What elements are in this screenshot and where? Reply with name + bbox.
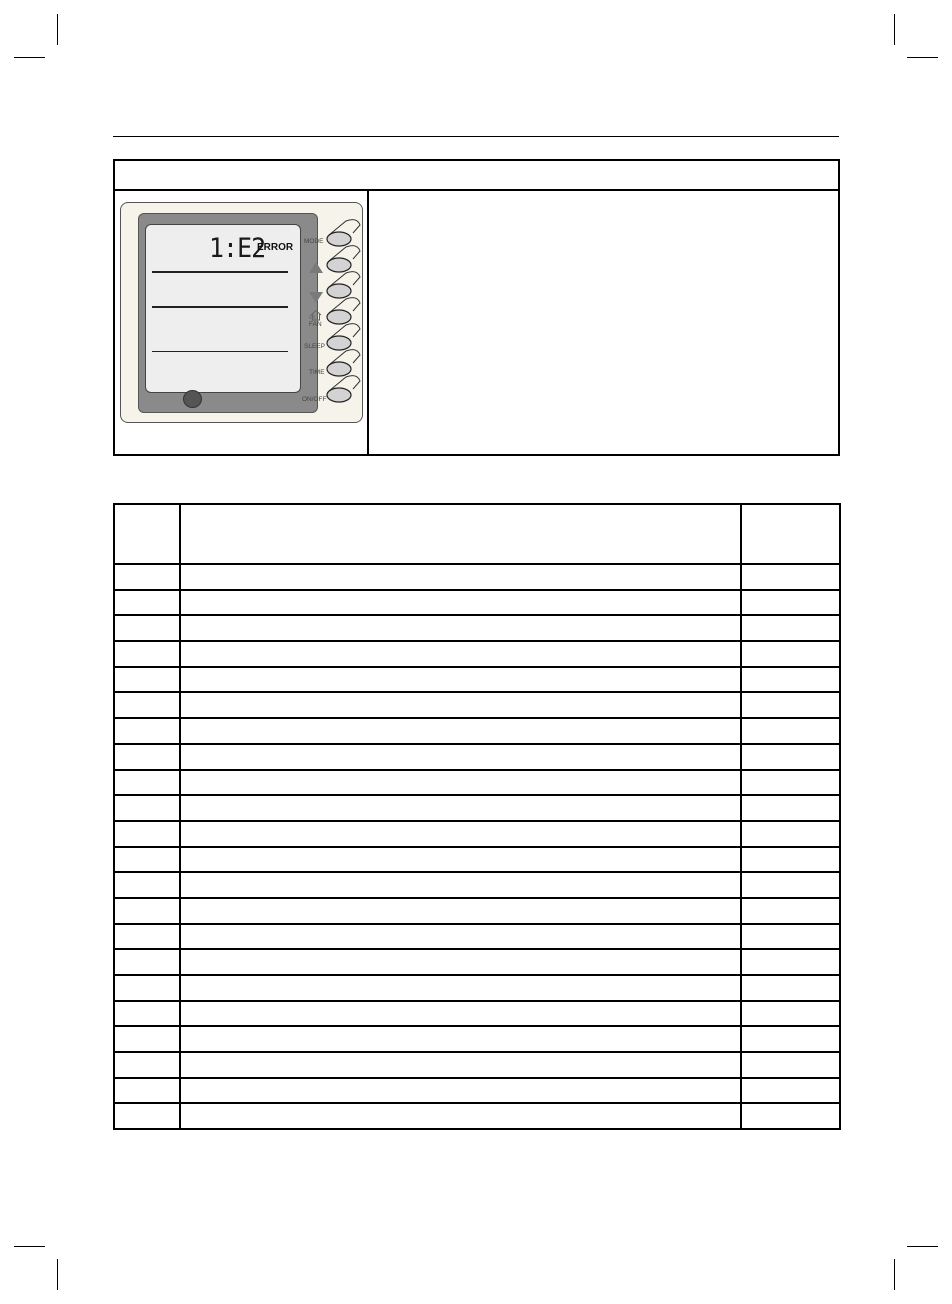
table-cell <box>180 692 741 718</box>
table-cell <box>180 718 741 744</box>
table-cell <box>114 1026 180 1052</box>
crop-mark <box>907 1246 938 1247</box>
header-cell-remark <box>741 504 840 564</box>
table-cell <box>114 744 180 770</box>
table-row <box>114 898 840 924</box>
table-cell <box>180 770 741 796</box>
table-cell <box>114 924 180 950</box>
table-cell <box>180 590 741 616</box>
table-row <box>114 564 840 590</box>
table-row <box>114 1052 840 1078</box>
sleep-button-label: SLEEP <box>304 343 325 350</box>
table-cell <box>180 667 741 693</box>
fan-button[interactable] <box>327 298 360 324</box>
table-cell <box>114 692 180 718</box>
table-row <box>114 975 840 1001</box>
table-cell <box>180 744 741 770</box>
header-cell-description <box>180 504 741 564</box>
table-cell <box>741 641 840 667</box>
table-cell <box>741 564 840 590</box>
up-button[interactable] <box>327 246 360 272</box>
table-cell <box>114 641 180 667</box>
fan-house-icon <box>309 309 323 321</box>
table-cell <box>114 847 180 873</box>
table-row <box>114 1026 840 1052</box>
crop-mark <box>907 57 938 58</box>
table-cell <box>114 1052 180 1078</box>
table-row <box>114 1078 840 1104</box>
crop-mark <box>894 1259 895 1290</box>
table-row <box>114 770 840 796</box>
table-cell <box>114 821 180 847</box>
figure-column-divider <box>367 191 369 454</box>
table-cell <box>114 770 180 796</box>
table-cell <box>114 718 180 744</box>
table-cell <box>180 641 741 667</box>
lcd-divider <box>152 306 288 308</box>
table-cell <box>114 615 180 641</box>
up-arrow-icon <box>309 262 323 273</box>
table-cell <box>741 847 840 873</box>
table-cell <box>741 924 840 950</box>
onoff-button-label: ON/OFF <box>302 396 327 403</box>
time-button-label: TIME <box>309 369 325 376</box>
table-cell <box>741 770 840 796</box>
table-cell <box>114 795 180 821</box>
table-cell <box>114 1103 180 1129</box>
table-row <box>114 718 840 744</box>
crop-mark <box>894 14 895 45</box>
table-cell <box>180 1001 741 1027</box>
table-cell <box>180 898 741 924</box>
figure-header-row <box>115 161 838 191</box>
table-cell <box>741 1052 840 1078</box>
table-cell <box>741 1001 840 1027</box>
table-cell <box>114 975 180 1001</box>
table-cell <box>114 872 180 898</box>
table-cell <box>114 667 180 693</box>
crop-mark <box>57 1259 58 1290</box>
table-cell <box>180 1103 741 1129</box>
down-arrow-icon <box>309 292 323 303</box>
table-cell <box>741 718 840 744</box>
lcd-divider <box>152 351 288 352</box>
table-cell <box>114 949 180 975</box>
table-row <box>114 667 840 693</box>
time-button[interactable] <box>327 350 360 376</box>
mode-button-label: MODE <box>304 238 324 245</box>
header-rule <box>113 136 839 137</box>
table-header-row <box>114 504 840 564</box>
table-row <box>114 872 840 898</box>
table-cell <box>741 821 840 847</box>
table-cell <box>180 615 741 641</box>
table-cell <box>741 744 840 770</box>
table-cell <box>741 590 840 616</box>
table-row <box>114 821 840 847</box>
sleep-button[interactable] <box>327 324 360 350</box>
lcd-screen <box>145 224 301 393</box>
table-row <box>114 847 840 873</box>
table-cell <box>741 795 840 821</box>
mode-button[interactable] <box>327 220 360 246</box>
table-row <box>114 795 840 821</box>
table-cell <box>180 975 741 1001</box>
table-cell <box>180 924 741 950</box>
table-cell <box>741 898 840 924</box>
header-cell-code <box>114 504 180 564</box>
down-button[interactable] <box>327 272 360 298</box>
error-code-table <box>113 503 841 1130</box>
table-cell <box>180 1052 741 1078</box>
crop-mark <box>14 1246 45 1247</box>
table-cell <box>741 949 840 975</box>
crop-mark <box>14 57 45 58</box>
table-cell <box>180 847 741 873</box>
table-cell <box>741 1026 840 1052</box>
table-cell <box>114 590 180 616</box>
table-cell <box>741 1078 840 1104</box>
lcd-divider <box>152 271 288 273</box>
table-row <box>114 1001 840 1027</box>
table-row <box>114 949 840 975</box>
table-cell <box>180 1078 741 1104</box>
table-cell <box>741 1103 840 1129</box>
table-row <box>114 641 840 667</box>
sensor-dot <box>183 390 202 408</box>
table-cell <box>180 564 741 590</box>
controller-buttons <box>323 219 363 415</box>
table-cell <box>114 1078 180 1104</box>
table-cell <box>741 872 840 898</box>
table-row <box>114 744 840 770</box>
table-cell <box>180 795 741 821</box>
table-cell <box>741 667 840 693</box>
table-row <box>114 692 840 718</box>
table-cell <box>180 1026 741 1052</box>
lcd-error-label: ERROR <box>257 242 294 253</box>
lcd-error-code: 1:E2 <box>209 233 266 264</box>
onoff-button[interactable] <box>327 376 360 402</box>
table-row <box>114 590 840 616</box>
table-cell <box>114 898 180 924</box>
table-cell <box>741 692 840 718</box>
table-cell <box>114 1001 180 1027</box>
table-cell <box>741 615 840 641</box>
table-row <box>114 1103 840 1129</box>
table-row <box>114 924 840 950</box>
table-cell <box>180 949 741 975</box>
table-cell <box>180 872 741 898</box>
crop-mark <box>57 14 58 45</box>
table-row <box>114 615 840 641</box>
table-cell <box>114 564 180 590</box>
fan-button-label: FAN <box>309 321 322 328</box>
table-cell <box>180 821 741 847</box>
table-cell <box>741 975 840 1001</box>
